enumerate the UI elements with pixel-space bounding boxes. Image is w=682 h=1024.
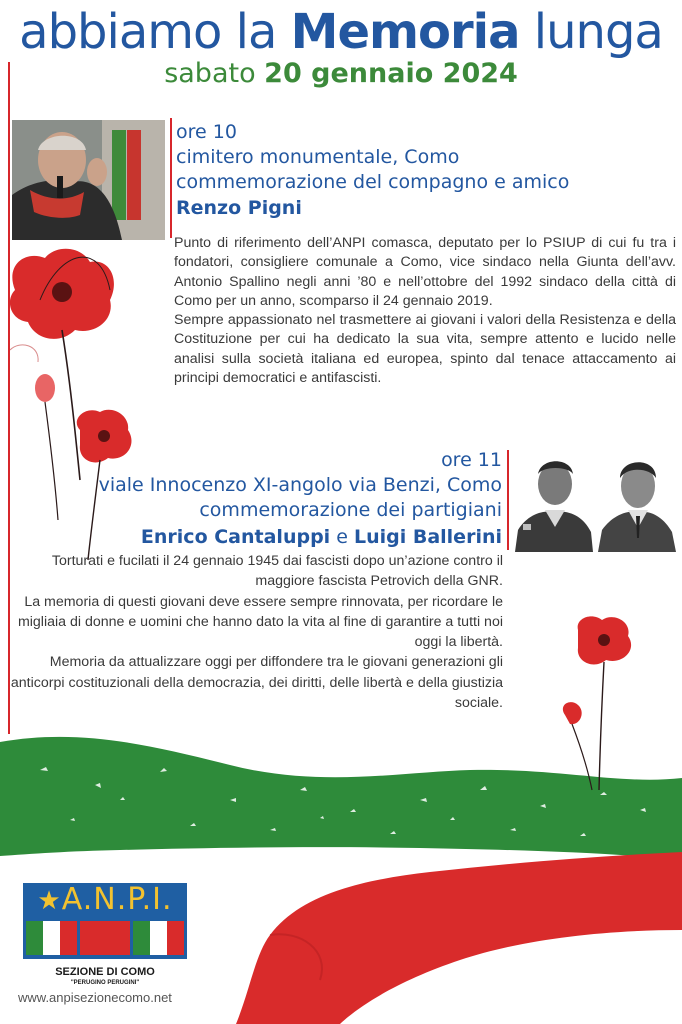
event1-time: ore 10 [176,121,237,143]
headline-post: lunga [519,4,663,60]
event2-name2: Luigi Ballerini [353,526,502,548]
headline [0,0,682,64]
section-subtitle: "PERUGINO PERUGINI" [70,980,140,986]
event2-body [4,551,503,713]
photo-luigi-ballerini [598,448,676,552]
event1-paragraph: Sempre appassionato nel trasmettere ai giovani i valori della Resistenza e della Costituzione per cui ha dedicato la sua vita, sempre attento e lucido nelle analisi sulla società italiana ed europea, spinto dal tenace attaccamento ai principi democratici e antifascisti. [174,312,676,387]
event1-description: commemorazione del compagno e amico [176,171,570,193]
event2-name1: Enrico Cantaluppi [140,526,331,548]
red-rule-event2 [507,450,509,550]
event1-paragraph: Punto di riferimento dell’ANPI comasca, deputato per lo PSIUP di cui fu tra i fondatori, consigliere comunale a Como, vice sindaco nella Giunta dell’avv. Antonio Spallino negli anni ’80 e nell’ottobre del 1992 sindaco della città di Como per un anno, scomparso il 24 gennaio 2019. [174,235,676,309]
anpi-star-icon: ★ [37,886,62,916]
date-bold: 20 gennaio 2024 [264,58,518,89]
photo-enrico-cantaluppi [513,452,593,552]
headline-bold: Memoria [290,4,520,60]
event2-paragraph: La memoria di questi giovani deve essere sempre rinnovata, per ricordare le migliaia di donne e uomini che hanno dato la vita al fine di garantire a tutti noi oggi la libertà. [17,593,503,651]
event2-conj: e [330,526,354,548]
anpi-logo-text: A.N.P.I. [61,882,173,917]
event2-heading [20,448,502,551]
date-pre: sabato [164,58,265,89]
flag-green-wave [0,737,682,860]
italian-flag-icon [26,921,77,955]
anpi-logo-title [23,883,187,917]
anpi-logo [23,883,187,959]
poppy-left-large [10,249,114,480]
event2-paragraph: Torturati e fucilati il 24 gennaio 1945 dai fascisti dopo un’azione contro il maggiore fascista Petrovich della GNR. [51,553,503,590]
event1-place: cimitero monumentale, Como [176,146,460,168]
website-url: www.anpisezionecomo.net [18,990,172,1005]
anpi-logo-flags [23,917,187,959]
event2-description: commemorazione dei partigiani [199,499,502,521]
red-flag-icon [80,921,131,955]
event2-time: ore 11 [441,449,502,471]
event-date [0,56,682,92]
event2-paragraph: Memoria da attualizzare oggi per diffondere tra le giovani generazioni gli anticorpi costituzionali della democrazia, dei diritti, delle libertà e della giustizia sociale. [10,654,503,712]
event2-names [20,523,502,551]
event2-place: viale Innocenzo XI-angolo via Benzi, Como [98,474,502,496]
flag-red-wave [236,852,682,1024]
event1-body [174,234,676,388]
red-rule-event1 [170,118,172,238]
italian-flag-icon [133,921,184,955]
section-name: SEZIONE DI COMO [55,966,155,978]
poppy-right [563,616,631,790]
event1-name: Renzo Pigni [176,197,302,219]
event1-heading [176,120,676,221]
photo-renzo-pigni [12,120,165,240]
headline-pre: abbiamo la [19,4,291,60]
